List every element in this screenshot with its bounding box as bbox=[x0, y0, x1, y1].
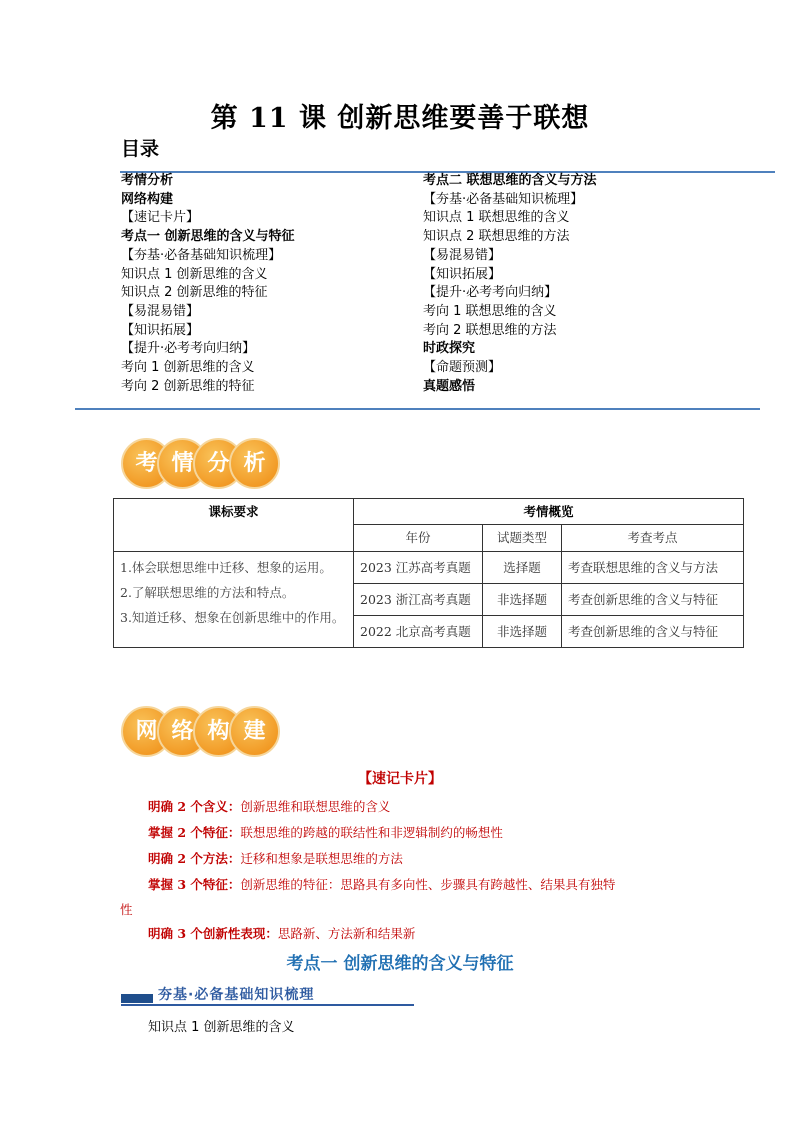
toc-item[interactable]: 考向 2 联想思维的方法 bbox=[423, 322, 557, 338]
overview-header: 考情概览 bbox=[354, 499, 744, 525]
requirement-item: 3.知道迁移、想象在创新思维中的作用。 bbox=[120, 610, 345, 625]
banner-underline bbox=[121, 1004, 414, 1006]
year-cell: 2023 江苏高考真题 bbox=[354, 552, 483, 584]
basics-banner bbox=[121, 984, 414, 1006]
toc-bottom-divider bbox=[75, 408, 760, 410]
toc-item[interactable]: 考向 1 联想思维的含义 bbox=[423, 303, 557, 319]
card-line bbox=[148, 823, 503, 841]
badge-char: 构 bbox=[193, 706, 244, 757]
requirements-cell bbox=[114, 552, 354, 648]
toc-item[interactable]: 【命题预测】 bbox=[423, 360, 502, 376]
toc-item[interactable]: 【易混易错】 bbox=[121, 303, 200, 319]
badge-char: 考 bbox=[121, 438, 172, 489]
toc-item[interactable]: 知识点 2 联想思维的方法 bbox=[423, 229, 570, 245]
badge-char: 分 bbox=[193, 438, 244, 489]
card-line-key: 明确 3 个创新性表现： bbox=[148, 926, 278, 941]
quick-card-title: 【速记卡片】 bbox=[358, 771, 442, 787]
year-cell: 2023 浙江高考真题 bbox=[354, 584, 483, 616]
card-line bbox=[148, 797, 390, 815]
requirements-header: 课标要求 bbox=[114, 499, 354, 552]
exam-analysis-table bbox=[113, 498, 744, 648]
knowledge-point-heading: 知识点 1 创新思维的含义 bbox=[148, 1020, 295, 1035]
badge-char: 建 bbox=[229, 706, 280, 757]
year-cell: 2022 北京高考真题 bbox=[354, 616, 483, 648]
card-line-text: 联想思维的跨越的联结性和非逻辑制约的畅想性 bbox=[240, 825, 503, 840]
type-cell: 非选择题 bbox=[483, 616, 562, 648]
card-line-key: 掌握 3 个特征： bbox=[148, 877, 241, 892]
toc-right-column bbox=[423, 172, 597, 396]
toc-item[interactable]: 考情分析 bbox=[121, 173, 174, 188]
page-title: 第 11 课 创新思维要善于联想 bbox=[210, 103, 590, 134]
network-badge bbox=[121, 706, 281, 758]
toc-item[interactable]: 知识点 1 联想思维的含义 bbox=[423, 210, 570, 226]
point-header: 考查考点 bbox=[562, 525, 744, 552]
toc-item[interactable]: 【易混易错】 bbox=[423, 247, 502, 263]
toc-item[interactable]: 【速记卡片】 bbox=[121, 210, 200, 226]
toc-item[interactable]: 考向 1 创新思维的含义 bbox=[121, 360, 255, 376]
type-cell: 非选择题 bbox=[483, 584, 562, 616]
toc-item[interactable]: 【夯基·必备基础知识梳理】 bbox=[423, 191, 584, 207]
card-line-key: 掌握 2 个特征： bbox=[148, 825, 241, 840]
toc-item[interactable]: 【知识拓展】 bbox=[121, 322, 200, 338]
type-cell: 选择题 bbox=[483, 552, 562, 584]
toc-item[interactable]: 知识点 2 创新思维的特征 bbox=[121, 285, 268, 301]
card-line-text: 创新思维和联想思维的含义 bbox=[240, 799, 391, 814]
toc-item[interactable]: 知识点 1 创新思维的含义 bbox=[121, 266, 268, 282]
card-line-wrap: 性 bbox=[120, 902, 133, 917]
toc-item[interactable]: 考向 2 创新思维的特征 bbox=[121, 378, 255, 394]
badge-char: 网 bbox=[121, 706, 172, 757]
banner-bar bbox=[121, 994, 153, 1003]
toc-item[interactable]: 考点一 创新思维的含义与特征 bbox=[121, 229, 295, 245]
card-line bbox=[148, 849, 403, 867]
toc-item[interactable]: 真题感悟 bbox=[423, 378, 476, 394]
card-line-key: 明确 2 个含义： bbox=[148, 799, 241, 814]
card-line-key: 明确 2 个方法： bbox=[148, 851, 241, 866]
year-header: 年份 bbox=[354, 525, 483, 552]
toc-item[interactable]: 【提升·必考考向归纳】 bbox=[423, 285, 558, 301]
requirement-item: 1.体会联想思维中迁移、想象的运用。 bbox=[120, 560, 332, 575]
toc-item[interactable]: 考点二 联想思维的含义与方法 bbox=[423, 173, 597, 188]
banner-label: 夯基·必备基础知识梳理 bbox=[158, 987, 315, 1003]
toc-item[interactable]: 时政探究 bbox=[423, 341, 476, 357]
toc-left-column bbox=[121, 172, 295, 396]
card-line-text: 思路新、方法新和结果新 bbox=[277, 926, 416, 941]
card-line bbox=[148, 875, 615, 893]
card-line bbox=[148, 924, 415, 942]
toc-item[interactable]: 网络构建 bbox=[121, 191, 174, 207]
requirement-item: 2.了解联想思维的方法和特点。 bbox=[120, 585, 295, 600]
point-cell: 考查创新思维的含义与特征 bbox=[562, 616, 744, 648]
analysis-badge bbox=[121, 438, 281, 490]
point-cell: 考查创新思维的含义与特征 bbox=[562, 584, 744, 616]
point-cell: 考查联想思维的含义与方法 bbox=[562, 552, 744, 584]
card-line-text: 迁移和想象是联想思维的方法 bbox=[240, 851, 403, 866]
toc-heading: 目录 bbox=[121, 138, 160, 160]
card-line-text: 创新思维的特征：思路具有多向性、步骤具有跨越性、结果具有独特 bbox=[240, 877, 616, 892]
toc-item[interactable]: 【知识拓展】 bbox=[423, 266, 502, 282]
badge-char: 络 bbox=[157, 706, 208, 757]
toc-item[interactable]: 【提升·必考考向归纳】 bbox=[121, 341, 256, 357]
badge-char: 析 bbox=[229, 438, 280, 489]
type-header: 试题类型 bbox=[483, 525, 562, 552]
toc-item[interactable]: 【夯基·必备基础知识梳理】 bbox=[121, 247, 282, 263]
badge-char: 情 bbox=[157, 438, 208, 489]
section-title: 考点一 创新思维的含义与特征 bbox=[286, 954, 514, 974]
